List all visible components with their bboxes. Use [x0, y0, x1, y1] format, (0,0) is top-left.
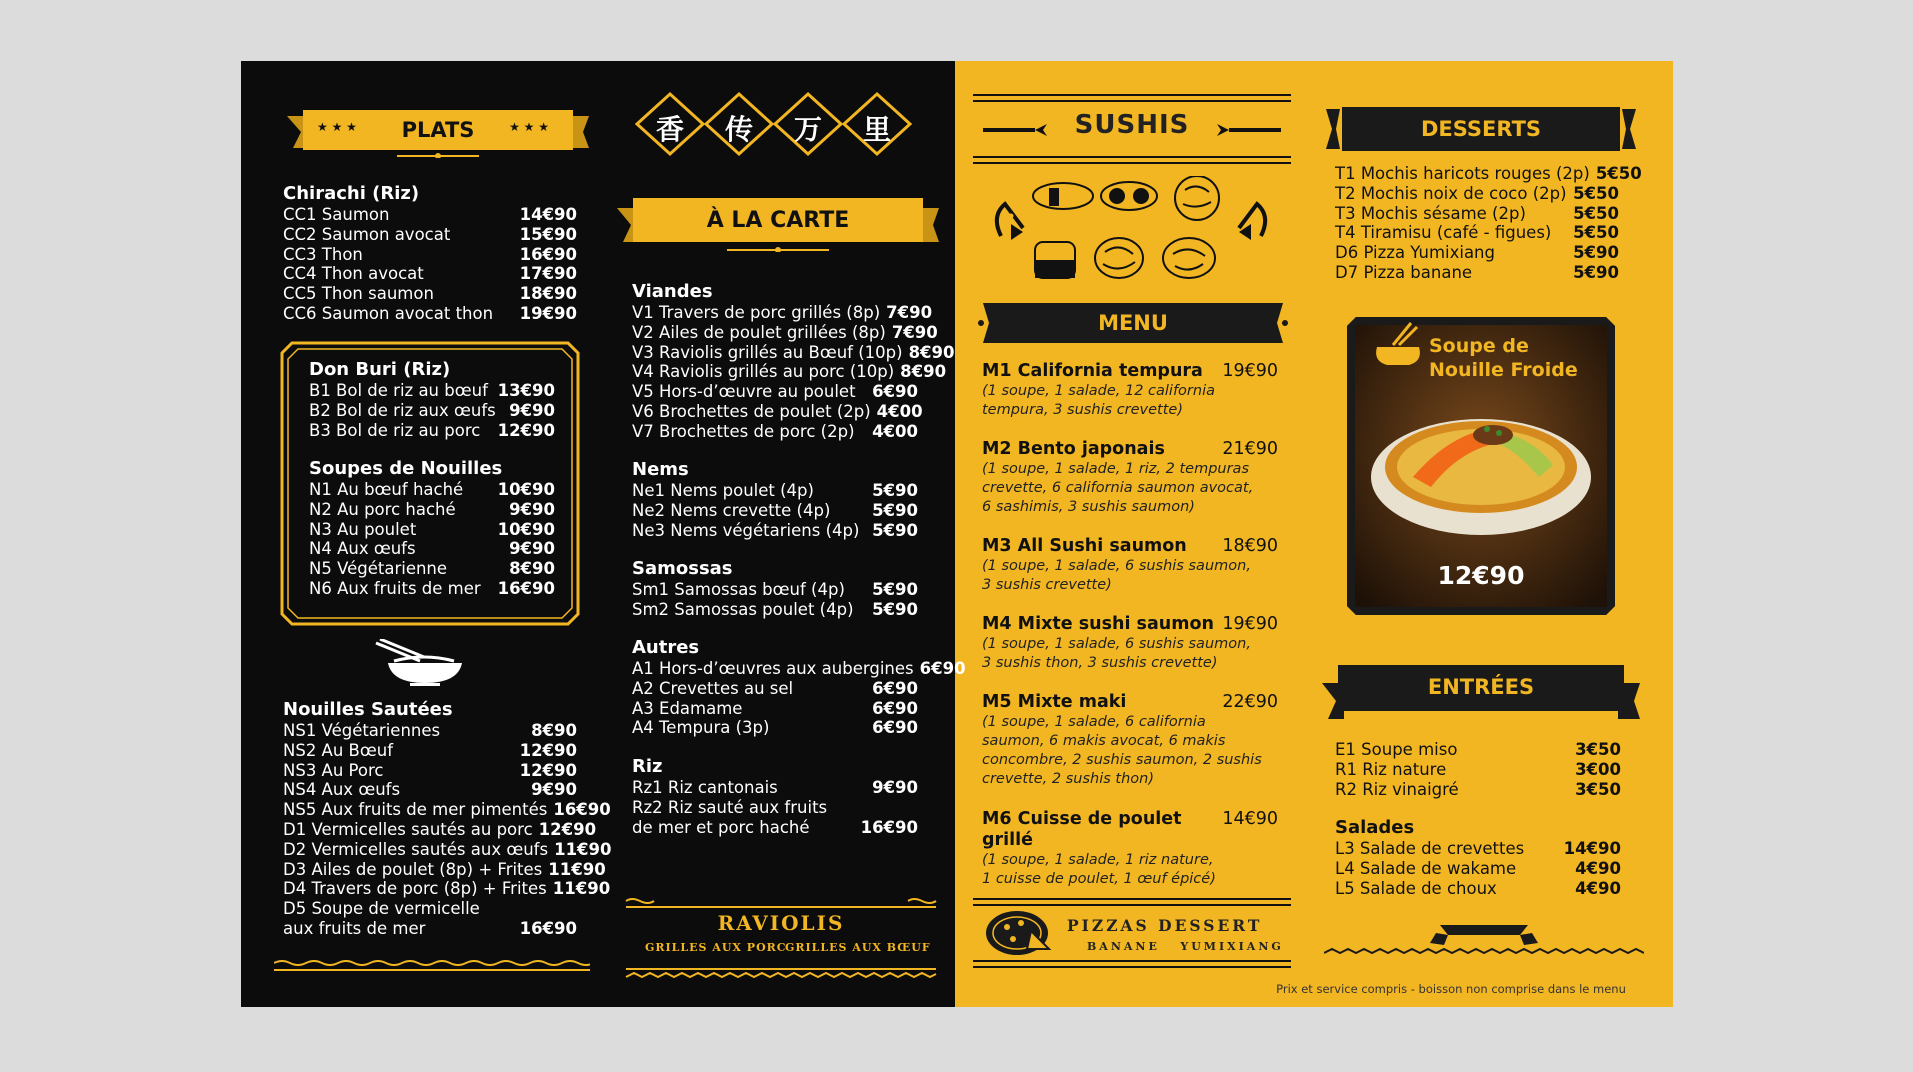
sushi-menu-item	[982, 692, 1278, 789]
plats-stars-left: ★ ★ ★	[317, 120, 357, 134]
menu-item-row	[283, 741, 577, 761]
item-name: NS5 Aux fruits de mer pimentés	[283, 800, 548, 820]
sushi-menu-item	[982, 536, 1278, 595]
item-name: CC5 Thon saumon	[283, 284, 434, 304]
section-title: Riz	[632, 756, 663, 777]
section-title: Nems	[632, 459, 689, 480]
menu-item-row	[632, 382, 918, 402]
item-name: L4 Salade de wakame	[1335, 858, 1517, 878]
menu-item-row	[309, 480, 555, 500]
item-price: 6€90	[872, 678, 918, 698]
sushi-illustration-icon	[991, 176, 1271, 286]
item-price: 9€90	[872, 778, 918, 797]
item-price: 5€50	[1573, 203, 1619, 223]
section-title: Autres	[632, 637, 700, 658]
menu-item-row	[632, 501, 918, 521]
sushi-menu-header	[982, 614, 1278, 635]
soupe-froide-title-1: Soupe de	[1429, 335, 1529, 357]
sushi-menu-header	[982, 439, 1278, 460]
sushi-menu-description: crevette, 2 sushis thon)	[982, 771, 1154, 787]
item-price: 7€90	[891, 322, 938, 342]
sushi-menu-price: 14€90	[1222, 809, 1278, 829]
raviolis-sub-porc: GRILLES AUX PORC	[645, 941, 787, 954]
desserts-section	[1335, 164, 1642, 283]
item-price: 3€50	[1575, 740, 1621, 759]
item-price: 3€00	[1575, 759, 1621, 779]
item-name: NS4 Aux œufs	[283, 780, 401, 800]
item-price: 14€90	[519, 205, 577, 224]
item-price: 12€90	[519, 740, 577, 760]
item-name: Rz2 Riz sauté aux fruits	[632, 797, 828, 817]
menu-item-row	[632, 401, 923, 422]
menu-title: MENU	[1098, 311, 1168, 335]
menu-item-row	[283, 819, 597, 840]
menu-item-row	[283, 899, 577, 919]
carte-banner	[617, 194, 939, 252]
item-name: CC1 Saumon	[283, 205, 390, 224]
item-price: 11€90	[554, 839, 612, 859]
donburi-section	[309, 359, 555, 440]
menu-item-row	[632, 798, 918, 818]
section-title: Don Buri (Riz)	[309, 359, 451, 380]
soupe-froide-price: 12€90	[1437, 561, 1525, 590]
item-price: 5€90	[1573, 262, 1619, 282]
item-name: CC2 Saumon avocat	[283, 224, 451, 244]
item-price: 8€90	[900, 362, 947, 382]
item-price: 17€90	[519, 264, 577, 284]
item-name: V2 Ailes de poulet grillées (8p)	[632, 322, 886, 342]
item-name: A3 Edamame	[632, 698, 743, 718]
item-name: Ne3 Nems végétariens (4p)	[632, 520, 860, 540]
menu-item-row	[283, 761, 577, 781]
item-name: NS3 Au Porc	[283, 760, 384, 780]
item-price: 5€90	[872, 500, 918, 520]
menu-item-row	[283, 859, 606, 880]
menu-item-row	[309, 539, 555, 559]
item-name: E1 Soupe miso	[1335, 740, 1458, 759]
item-price: 16€90	[497, 578, 555, 598]
salades-section	[1335, 817, 1621, 898]
menu-item-row	[1335, 780, 1621, 800]
menu-item-row	[1335, 164, 1642, 184]
item-price: 11€90	[552, 879, 611, 899]
item-name: N6 Aux fruits de mer	[309, 578, 481, 598]
menu-item-row	[1335, 204, 1619, 224]
chinese-char-2: 传	[725, 113, 754, 146]
item-name: aux fruits de mer	[283, 918, 426, 938]
sushi-menu-name: M6 Cuisse de poulet grillé	[982, 809, 1182, 850]
plats-stars-right: ★ ★ ★	[509, 120, 549, 134]
plats-title: PLATS	[401, 118, 475, 142]
sushi-menu-description: tempura, 3 sushis crevette)	[982, 402, 1184, 418]
menu-item-row	[632, 679, 918, 699]
menu-item-row	[283, 839, 612, 860]
menu-item-row	[1335, 879, 1621, 899]
sushi-menu-header	[982, 536, 1278, 557]
menu-item-row	[1335, 859, 1621, 879]
nems-section	[632, 459, 918, 540]
samossas-section	[632, 558, 918, 620]
sushi-menu-description: 3 sushis crevette)	[982, 577, 1112, 593]
pizza-icon	[985, 909, 1053, 957]
chinese-char-4: 里	[863, 113, 892, 146]
item-price: 5€90	[1573, 243, 1619, 263]
menu-item-row	[283, 780, 577, 800]
item-name: B1 Bol de riz au bœuf	[309, 381, 488, 400]
menu-item-row	[283, 800, 611, 820]
menu-brochure	[241, 61, 1673, 1007]
item-price: 6€90	[919, 659, 966, 678]
item-price: 9€90	[509, 400, 555, 420]
item-price: 7€90	[886, 303, 933, 322]
menu-item-row	[309, 401, 555, 421]
menu-item-row	[283, 284, 577, 304]
item-name: CC3 Thon	[283, 244, 363, 264]
chinese-logo	[634, 91, 924, 157]
wave-divider	[274, 959, 590, 973]
menu-item-row	[309, 579, 555, 599]
item-price: 6€90	[872, 718, 918, 738]
sushi-menu-description: 6 sashimis, 3 sushis saumon)	[982, 499, 1195, 515]
item-name: CC4 Thon avocat	[283, 264, 424, 284]
nouilles-section	[283, 699, 612, 939]
item-price: 19€90	[519, 303, 577, 323]
item-name: D5 Soupe de vermicelle	[283, 899, 480, 919]
sushi-menu-name: M5 Mixte maki	[982, 692, 1127, 712]
menu-item-row	[1335, 740, 1621, 760]
menu-item-row	[632, 362, 947, 382]
sushi-menu-price: 21€90	[1222, 439, 1278, 459]
entrees-banner	[1322, 663, 1640, 723]
menu-item-row	[632, 422, 918, 442]
item-name: D2 Vermicelles sautés aux œufs	[283, 839, 549, 859]
item-name: de mer et porc haché	[632, 817, 810, 837]
item-price: 4€00	[876, 401, 923, 421]
menu-item-row	[632, 481, 918, 501]
pizzas-subtitle: BANANE YUMIXIANG	[1087, 940, 1284, 953]
item-price: 12€90	[519, 760, 577, 780]
sushi-menu-description: (1 soupe, 1 salade, 12 california	[982, 383, 1215, 399]
sushi-menu-description: concombre, 2 sushis saumon, 2 sushis	[982, 752, 1262, 768]
item-price: 3€50	[1575, 779, 1621, 799]
item-price: 6€90	[872, 382, 918, 402]
sushi-menu-description: 3 sushis thon, 3 sushis crevette)	[982, 655, 1218, 671]
menu-item-row	[632, 718, 918, 738]
item-name: T3 Mochis sésame (2p)	[1335, 203, 1526, 223]
item-price: 16€90	[519, 244, 577, 264]
item-price: 5€50	[1573, 183, 1619, 203]
menu-item-row	[632, 778, 918, 798]
item-price: 4€90	[1575, 878, 1621, 898]
item-name: D7 Pizza banane	[1335, 262, 1473, 282]
riz-section	[632, 756, 918, 837]
menu-item-row	[309, 500, 555, 520]
menu-item-row	[309, 559, 555, 579]
chinese-char-1: 香	[656, 113, 685, 146]
section-title: Soupes de Nouilles	[309, 458, 503, 479]
item-price: 12€90	[538, 819, 597, 839]
item-name: L5 Salade de choux	[1335, 878, 1497, 898]
sushi-menu-price: 22€90	[1222, 692, 1278, 712]
menu-item-row	[309, 421, 555, 441]
item-price: 16€90	[860, 817, 918, 837]
pizzas-title: PIZZAS DESSERT	[1067, 916, 1263, 935]
item-name: R2 Riz vinaigré	[1335, 779, 1459, 799]
sushi-menu-description: (1 soupe, 1 salade, 1 riz, 2 tempuras	[982, 461, 1249, 477]
sushi-menu-description: (1 soupe, 1 salade, 6 sushis saumon,	[982, 636, 1251, 652]
sushi-menu-description: (1 soupe, 1 salade, 6 sushis saumon,	[982, 558, 1251, 574]
item-name: Rz1 Riz cantonais	[632, 778, 778, 797]
item-name: D1 Vermicelles sautés au porc	[283, 819, 533, 839]
item-price: 13€90	[497, 381, 555, 400]
menu-item-row	[283, 304, 577, 324]
item-price: 5€50	[1595, 164, 1642, 183]
section-title: Chirachi (Riz)	[283, 183, 420, 204]
carte-title: À LA CARTE	[706, 208, 850, 233]
item-price: 8€90	[531, 721, 577, 740]
item-name: D3 Ailes de poulet (8p) + Frites	[283, 859, 543, 879]
item-name: A1 Hors-d’œuvres aux aubergines	[632, 659, 914, 678]
item-name: B3 Bol de riz au porc	[309, 420, 481, 440]
item-name: D4 Travers de porc (8p) + Frites	[283, 879, 547, 899]
sushi-menu-description: (1 soupe, 1 salade, 6 california	[982, 714, 1206, 730]
raviolis-sub-boeuf: GRILLES AUX BŒUF	[785, 941, 931, 954]
item-name: N5 Végétarienne	[309, 559, 448, 579]
item-name: N2 Au porc haché	[309, 499, 456, 519]
menu-item-row	[1335, 243, 1619, 263]
desserts-banner	[1324, 105, 1638, 153]
item-name: R1 Riz nature	[1335, 759, 1447, 779]
item-price: 8€90	[908, 342, 955, 362]
item-price: 4€90	[1575, 858, 1621, 878]
item-name: N3 Au poulet	[309, 519, 417, 539]
item-name: T4 Tiramisu (café - figues)	[1335, 223, 1552, 243]
sushi-menu-name: M1 California tempura	[982, 361, 1203, 381]
item-name: CC6 Saumon avocat thon	[283, 303, 494, 323]
sushi-menu-description: crevette, 6 california saumon avocat,	[982, 480, 1254, 496]
menu-item-row	[283, 919, 577, 939]
section-title: Samossas	[632, 558, 733, 579]
item-name: Sm2 Samossas poulet (4p)	[632, 599, 854, 619]
sushi-menu-description: 1 cuisse de poulet, 1 œuf épicé)	[982, 871, 1216, 887]
sushi-menu-item	[982, 809, 1278, 889]
item-name: V3 Raviolis grillés au Bœuf (10p)	[632, 342, 903, 362]
menu-item-row	[309, 381, 555, 401]
sushis-title: SUSHIS	[1074, 110, 1190, 140]
plats-banner	[287, 106, 589, 158]
menu-item-row	[1335, 839, 1621, 859]
item-name: B2 Bol de riz aux œufs	[309, 400, 496, 420]
item-price: 4€00	[872, 421, 918, 441]
item-name: V5 Hors-d’œuvre au poulet	[632, 382, 856, 402]
item-name: A2 Crevettes au sel	[632, 678, 794, 698]
sushi-menu-item	[982, 361, 1278, 420]
item-price	[912, 798, 918, 818]
sushi-menu-price: 19€90	[1222, 614, 1278, 634]
sushi-menu-name: M4 Mixte sushi saumon	[982, 614, 1214, 634]
item-name: V4 Raviolis grillés au porc (10p)	[632, 362, 895, 382]
item-name: N4 Aux œufs	[309, 539, 416, 559]
menu-item-row	[632, 600, 918, 620]
sushi-menu-name: M3 All Sushi saumon	[982, 536, 1187, 556]
menu-item-row	[632, 521, 918, 541]
menu-item-row	[632, 699, 918, 719]
item-price: 12€90	[497, 420, 555, 440]
item-name: V1 Travers de porc grillés (8p)	[632, 303, 881, 322]
item-name: V6 Brochettes de poulet (2p)	[632, 401, 871, 421]
menu-item-row	[283, 264, 577, 284]
menu-item-row	[283, 879, 611, 899]
menu-item-row	[632, 322, 938, 343]
footer-note: Prix et service compris - boisson non comprise dans le menu	[1276, 982, 1626, 996]
section-title: Salades	[1335, 817, 1415, 838]
item-price: 18€90	[519, 284, 577, 304]
menu-item-row	[1335, 184, 1619, 204]
item-name: Ne1 Nems poulet (4p)	[632, 481, 814, 500]
sushi-menu-description: saumon, 6 makis avocat, 6 makis	[982, 733, 1226, 749]
sushi-menu-price: 18€90	[1222, 536, 1278, 556]
menu-item-row	[1335, 263, 1619, 283]
menu-item-row	[632, 659, 966, 679]
item-name: T1 Mochis haricots rouges (2p)	[1335, 164, 1590, 183]
sushi-menu-name: M2 Bento japonais	[982, 439, 1165, 459]
menu-item-row	[632, 303, 933, 323]
item-name: NS1 Végétariennes	[283, 721, 441, 740]
item-price: 6€90	[872, 698, 918, 718]
menu-item-row	[283, 721, 577, 741]
item-price: 10€90	[497, 519, 555, 539]
item-price: 9€90	[509, 499, 555, 519]
entrees-title: ENTRÉES	[1427, 675, 1535, 699]
menu-item-row	[309, 520, 555, 540]
sushi-menu-price: 19€90	[1222, 361, 1278, 381]
item-price: 5€90	[872, 580, 918, 599]
item-price: 5€90	[872, 481, 918, 500]
item-price: 14€90	[1563, 839, 1621, 858]
menu-item-row	[1335, 760, 1621, 780]
sushi-menu-header	[982, 692, 1278, 713]
sushi-menu-description: (1 soupe, 1 salade, 1 riz nature,	[982, 852, 1214, 868]
item-price: 9€90	[531, 780, 577, 800]
menu-item-row	[283, 205, 577, 225]
item-name: V7 Brochettes de porc (2p)	[632, 421, 855, 441]
ribbon-ornament-icon	[1324, 921, 1644, 961]
item-name: N1 Au bœuf haché	[309, 480, 464, 499]
section-title: Nouilles Sautées	[283, 699, 453, 720]
item-price: 11€90	[548, 859, 606, 879]
sushi-menu-item	[982, 439, 1278, 517]
menu-item-row	[632, 342, 955, 363]
chinese-char-3: 万	[794, 113, 823, 146]
item-price: 5€90	[872, 520, 918, 540]
item-price: 10€90	[497, 480, 555, 499]
menu-banner	[977, 301, 1289, 345]
item-name: NS2 Au Bœuf	[283, 740, 394, 760]
soupe-froide-title-2: Nouille Froide	[1429, 359, 1578, 381]
entrees-section	[1335, 740, 1621, 799]
item-name: D6 Pizza Yumixiang	[1335, 243, 1495, 263]
item-price: 5€90	[872, 599, 918, 619]
autres-section	[632, 637, 966, 738]
menu-item-row	[632, 580, 918, 600]
item-price: 15€90	[519, 224, 577, 244]
item-name: Sm1 Samossas bœuf (4p)	[632, 580, 845, 599]
chirachi-section	[283, 183, 577, 324]
item-price: 16€90	[553, 800, 611, 820]
item-price: 8€90	[509, 559, 555, 579]
item-name: Ne2 Nems crevette (4p)	[632, 500, 831, 520]
viandes-section	[632, 281, 955, 442]
sushi-menu-item	[982, 614, 1278, 673]
item-price: 5€50	[1573, 223, 1619, 243]
desserts-title: DESSERTS	[1420, 117, 1542, 141]
item-name: A4 Tempura (3p)	[632, 718, 770, 738]
menu-item-row	[283, 245, 577, 265]
menu-item-row	[1335, 223, 1619, 243]
soupes-section	[309, 458, 555, 599]
section-title: Viandes	[632, 281, 713, 302]
item-price	[571, 899, 577, 919]
menu-item-row	[283, 225, 577, 245]
item-name: L3 Salade de crevettes	[1335, 839, 1525, 858]
sushi-menu-header	[982, 361, 1278, 382]
item-price: 9€90	[509, 539, 555, 559]
item-price: 16€90	[519, 918, 577, 938]
item-name: T2 Mochis noix de coco (2p)	[1335, 183, 1567, 203]
noodle-bowl-icon	[374, 639, 474, 687]
soupe-froide-card	[1347, 317, 1615, 615]
sushi-menu-header	[982, 809, 1278, 851]
raviolis-title: RAVIOLIS	[717, 911, 845, 935]
menu-item-row	[632, 818, 918, 838]
